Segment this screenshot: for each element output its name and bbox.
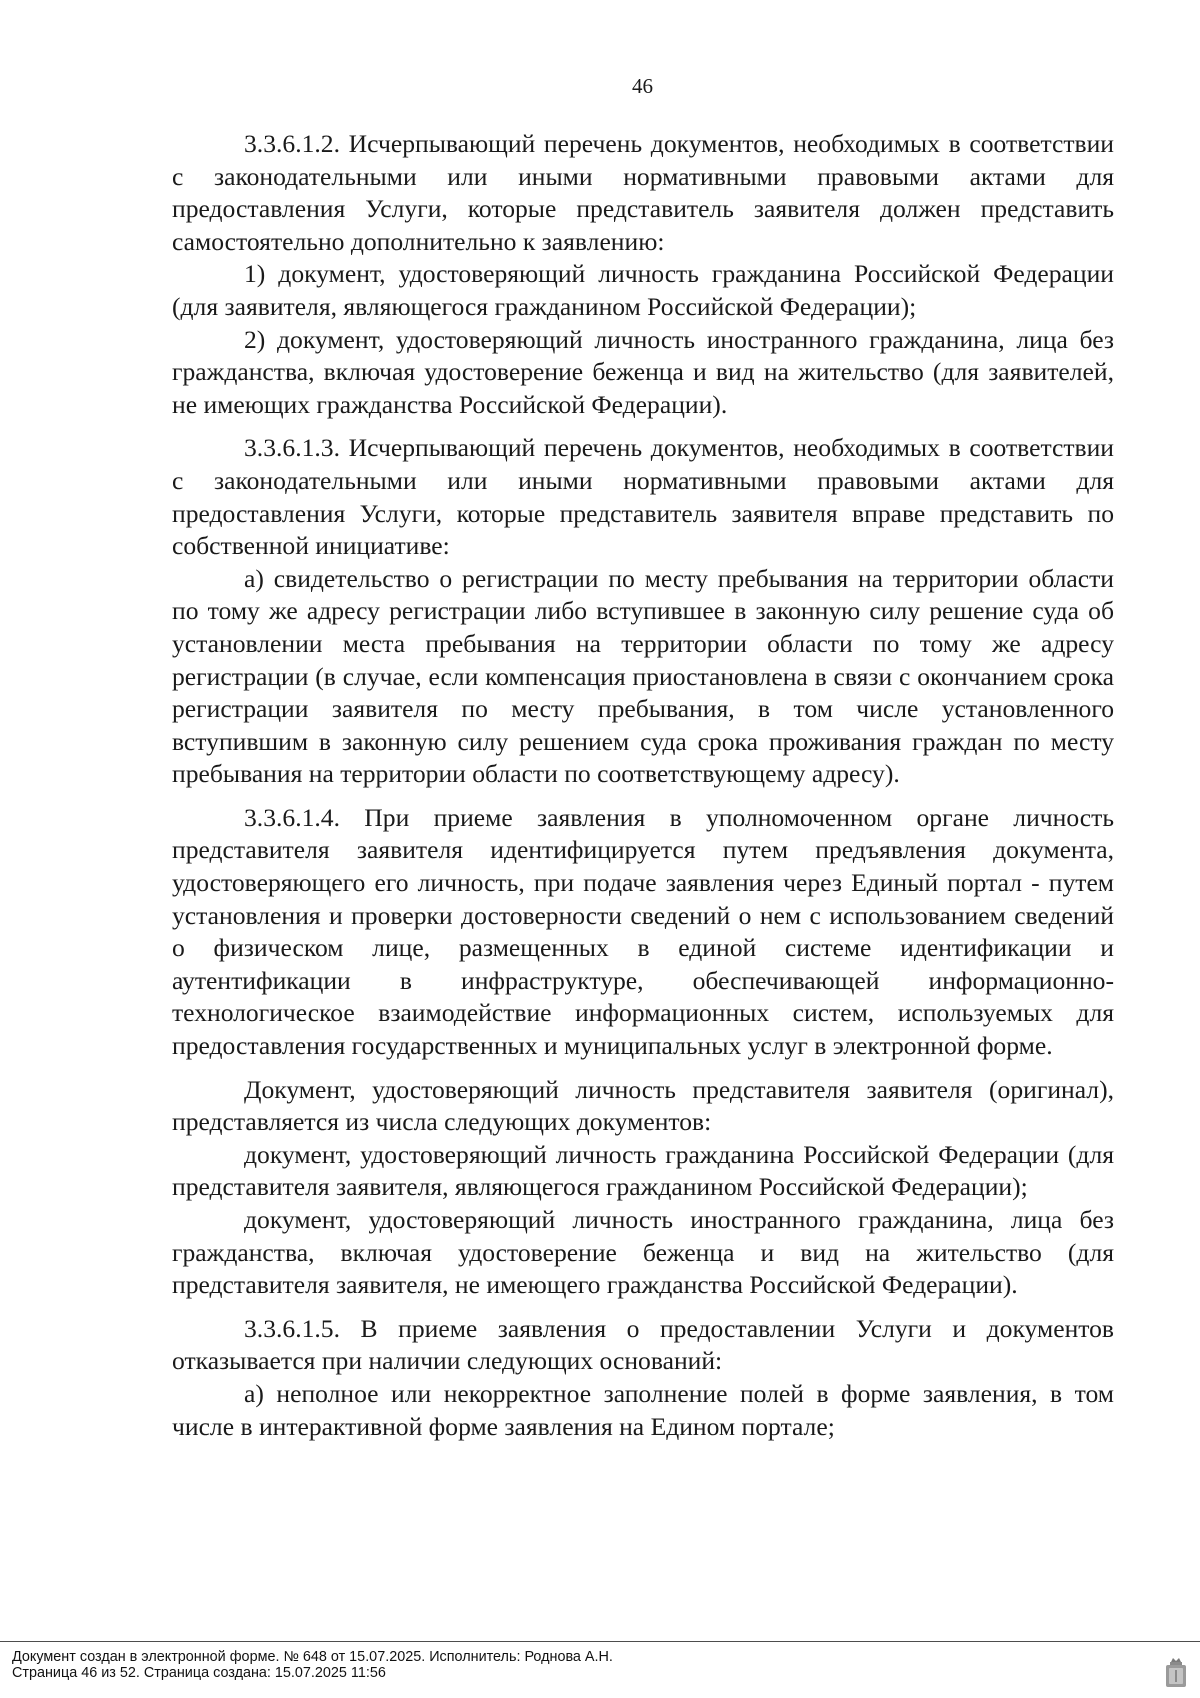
paragraph-identity-document: Документ, удостоверяющий личность представителя заявителя (оригинал), представляется из числа следующих документов: bbox=[172, 1074, 1114, 1137]
document-body bbox=[172, 128, 1114, 1443]
paragraph-3-3-6-1-4: 3.3.6.1.4. При приеме заявления в уполномоченном органе личность представителя заявителя идентифицируется путем предъявления документа, удостоверяющего его личность, при подаче заявления через Единый портал - путем установления и проверки достоверности сведений о нем с использованием сведений о физическом лице, размещенных в единой системе идентификации и аутентификации в инфраструктуре, обеспечивающей информационно-технологическое взаимодействие информационных систем, используемых для предоставления государственных и муниципальных услуг в электронной форме. bbox=[172, 802, 1114, 1061]
footer-text bbox=[12, 1649, 613, 1681]
document-footer bbox=[0, 1641, 1200, 1681]
list-item-citizen-document: документ, удостоверяющий личность гражданина Российской Федерации (для представителя заявителя, являющегося гражданином Российской Федерации); bbox=[172, 1139, 1114, 1202]
paragraph-3-3-6-1-2: 3.3.6.1.2. Исчерпывающий перечень документов, необходимых в соответствии с законодательными или иными нормативными правовыми актами для предоставления Услуги, которые представитель заявителя должен представить самостоятельно дополнительно к заявлению: bbox=[172, 129, 1114, 256]
list-item-a: а) свидетельство о регистрации по месту пребывания на территории области по тому же адресу регистрации либо вступившее в законную силу решение суда об установлении места пребывания на территории области по тому же адресу регистрации (в случае, если компенсация приостановлена в связи с окончанием срока регистрации заявителя по месту пребывания, в том числе установленного вступившим в законную силу решением суда срока проживания граждан по месту пребывания на территории области по соответствующему адресу). bbox=[172, 563, 1114, 789]
list-item-1: 1) документ, удостоверяющий личность гражданина Российской Федерации (для заявителя, являющегося гражданином Российской Федерации); bbox=[172, 259, 1114, 321]
list-item-foreign-document: документ, удостоверяющий личность иностранного гражданина, лица без гражданства, включая удостоверение беженца и вид на жительство (для представителя заявителя, не имеющего гражданства Российской Федерации). bbox=[172, 1205, 1114, 1300]
paragraph-3-3-6-1-3: 3.3.6.1.3. Исчерпывающий перечень документов, необходимых в соответствии с законодательными или иными нормативными правовыми актами для предоставления Услуги, которые представитель заявителя вправе представить по собственной инициативе: bbox=[172, 433, 1114, 561]
coat-of-arms-icon bbox=[1164, 1656, 1188, 1690]
footer-page-info: Страница 46 из 52. Страница создана: 15.07.2025 11:56 bbox=[12, 1665, 386, 1681]
footer-document-info: Документ создан в электронной форме. № 648 от 15.07.2025. Исполнитель: Роднова А.Н. bbox=[12, 1649, 613, 1665]
paragraph-3-3-6-1-5: 3.3.6.1.5. В приеме заявления о предоставлении Услуги и документов отказывается при наличии следующих оснований: bbox=[172, 1313, 1114, 1376]
list-item-refusal-a: а) неполное или некорректное заполнение полей в форме заявления, в том числе в интерактивной форме заявления на Едином портале; bbox=[172, 1378, 1114, 1441]
page-number: 46 bbox=[632, 74, 653, 98]
list-item-2: 2) документ, удостоверяющий личность иностранного гражданина, лица без гражданства, включая удостоверение беженца и вид на жительство (для заявителей, не имеющих гражданства Российской Федерации). bbox=[172, 324, 1114, 419]
